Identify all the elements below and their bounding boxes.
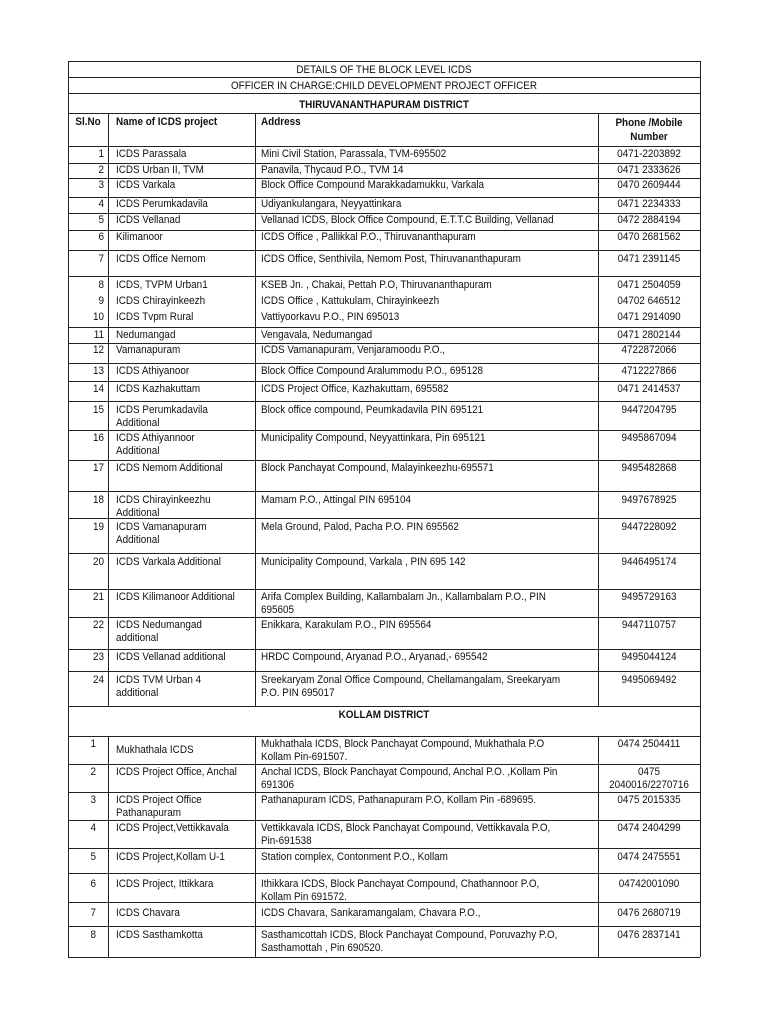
row-serial-number: 3 bbox=[90, 794, 96, 806]
phone-number: 0472 2884194 bbox=[617, 214, 681, 226]
phone-number: 0471-2203892 bbox=[617, 148, 681, 160]
project-address-cont: 695605 bbox=[261, 604, 295, 616]
project-address: ICDS Office, Senthivila, Nemom Post, Thiruvananthapuram bbox=[261, 253, 521, 265]
row-border bbox=[68, 381, 700, 382]
phone-number: 0474 2404299 bbox=[617, 822, 681, 834]
project-address: Panavila, Thycaud P.O., TVM 14 bbox=[261, 164, 404, 176]
phone-number: 9447110757 bbox=[621, 619, 677, 631]
row-border bbox=[68, 848, 700, 849]
phone-number: 0471 2234333 bbox=[617, 198, 681, 210]
row-serial-number: 1 bbox=[90, 738, 96, 750]
project-address: Mini Civil Station, Parassala, TVM-695502 bbox=[261, 148, 447, 160]
phone-number: 0470 2681562 bbox=[617, 231, 681, 243]
phone-number: 9447204795 bbox=[621, 404, 677, 416]
phone-number: 0471 2914090 bbox=[617, 311, 681, 323]
project-address: Block Office Compound Marakkadamukku, Varkala bbox=[261, 179, 485, 191]
project-name: ICDS Chirayinkeezh bbox=[116, 295, 206, 307]
project-address: Udiyankulangara, Neyyattinkara bbox=[261, 198, 402, 210]
project-name: ICDS Perumkadavila bbox=[116, 198, 208, 210]
project-address: Station complex, Contonment P.O., Kollam bbox=[261, 851, 448, 863]
project-name: ICDS Chirayinkeezhu bbox=[116, 494, 211, 506]
phone-number: 9495482868 bbox=[621, 462, 677, 474]
project-name-cont: Additional bbox=[116, 417, 160, 429]
project-name: Nedumangad bbox=[116, 329, 176, 341]
row-serial-number: 8 bbox=[90, 929, 96, 941]
project-address: Block office compound, Peumkadavila PIN 695121 bbox=[261, 404, 484, 416]
row-border bbox=[68, 460, 700, 461]
project-address-cont: Kollam Pin 691572. bbox=[261, 891, 347, 903]
row-serial-number: 13 bbox=[92, 365, 104, 377]
project-name: ICDS Sasthamkotta bbox=[116, 929, 203, 941]
project-address: ICDS Chavara, Sankaramangalam, Chavara P.O., bbox=[261, 907, 481, 919]
column-border bbox=[255, 113, 256, 706]
project-name: ICDS Urban II, TVM bbox=[116, 164, 204, 176]
project-address-cont: 691306 bbox=[261, 779, 295, 791]
project-address: Vattiyoorkavu P.O., PIN 695013 bbox=[261, 311, 400, 323]
row-serial-number: 1 bbox=[98, 148, 104, 160]
row-border bbox=[68, 617, 700, 618]
phone-number: 0471 2414537 bbox=[617, 383, 681, 395]
row-border bbox=[68, 93, 700, 94]
project-name: ICDS Vellanad additional bbox=[116, 651, 226, 663]
project-address: ICDS Project Office, Kazhakuttam, 695582 bbox=[261, 383, 449, 395]
phone-number: 04742001090 bbox=[618, 878, 680, 890]
phone-number: 4712227866 bbox=[621, 365, 677, 377]
row-serial-number: 17 bbox=[92, 462, 104, 474]
row-serial-number: 4 bbox=[98, 198, 104, 210]
phone-number: 0471 2802144 bbox=[617, 329, 681, 341]
row-serial-number: 21 bbox=[92, 591, 104, 603]
phone-number: 0475 2015335 bbox=[617, 794, 681, 806]
project-name: ICDS Parassala bbox=[116, 148, 187, 160]
row-serial-number: 18 bbox=[92, 494, 104, 506]
row-serial-number: 5 bbox=[98, 214, 104, 226]
project-name-cont: Additional bbox=[116, 507, 160, 519]
project-address-cont: P.O. PIN 695017 bbox=[261, 687, 335, 699]
project-name: ICDS Project Office bbox=[116, 794, 202, 806]
project-name: Kilimanoor bbox=[116, 231, 163, 243]
phone-number: 04702 646512 bbox=[617, 295, 681, 307]
project-address: Sasthamcottah ICDS, Block Panchayat Compound, Poruvazhy P.O, bbox=[261, 929, 558, 941]
project-address-cont: Pin-691538 bbox=[261, 835, 312, 847]
row-serial-number: 7 bbox=[98, 253, 104, 265]
row-serial-number: 19 bbox=[92, 521, 104, 533]
project-name-cont: Additional bbox=[116, 445, 160, 457]
column-border bbox=[108, 113, 109, 706]
row-border bbox=[68, 671, 700, 672]
document-subtitle: OFFICER IN CHARGE:CHILD DEVELOPMENT PROJECT OFFICER bbox=[230, 80, 538, 92]
project-name: ICDS Athiyanoor bbox=[116, 365, 190, 377]
row-border bbox=[68, 706, 700, 707]
row-serial-number: 24 bbox=[92, 674, 104, 686]
project-name: ICDS Kazhakuttam bbox=[116, 383, 201, 395]
row-serial-number: 6 bbox=[90, 878, 96, 890]
row-border bbox=[68, 873, 700, 874]
table-left-border bbox=[68, 61, 69, 957]
district-heading-tvm: THIRUVANANTHAPURAM DISTRICT bbox=[299, 99, 469, 111]
phone-number: 0474 2475551 bbox=[617, 851, 681, 863]
project-address-cont: Kollam Pin-691507. bbox=[261, 751, 348, 763]
row-border bbox=[68, 363, 700, 364]
row-border bbox=[68, 401, 700, 402]
project-name: ICDS Project, Ittikkara bbox=[116, 878, 214, 890]
phone-number: 0471 2504059 bbox=[617, 279, 681, 291]
row-border bbox=[68, 649, 700, 650]
phone-number: 9495729163 bbox=[621, 591, 677, 603]
project-name: ICDS Athiyannoor bbox=[116, 432, 195, 444]
document-title: DETAILS OF THE BLOCK LEVEL ICDS bbox=[296, 64, 472, 76]
row-serial-number: 8 bbox=[98, 279, 104, 291]
project-name: ICDS Project Office, Anchal bbox=[116, 766, 237, 778]
row-serial-number: 2 bbox=[90, 766, 96, 778]
project-address: HRDC Compound, Aryanad P.O., Aryanad,- 695542 bbox=[261, 651, 488, 663]
row-serial-number: 14 bbox=[92, 383, 104, 395]
project-address: ICDS Office , Kattukulam, Chirayinkeezh bbox=[261, 295, 440, 307]
row-serial-number: 22 bbox=[92, 619, 104, 631]
phone-number: 0471 2391145 bbox=[617, 253, 681, 265]
row-serial-number: 2 bbox=[98, 164, 104, 176]
project-address: KSEB Jn. , Chakai, Pettah P.O, Thiruvananthapuram bbox=[261, 279, 492, 291]
phone-number: 9497678925 bbox=[621, 494, 677, 506]
project-name: ICDS Chavara bbox=[116, 907, 180, 919]
project-address: ICDS Vamanapuram, Venjaramoodu P.O., bbox=[261, 344, 445, 356]
row-serial-number: 6 bbox=[98, 231, 104, 243]
project-address: Vellanad ICDS, Block Office Compound, E.T.T.C Building, Vellanad bbox=[261, 214, 554, 226]
row-serial-number: 5 bbox=[90, 851, 96, 863]
project-address: Municipality Compound, Neyyattinkara, Pin 695121 bbox=[261, 432, 486, 444]
project-address: Sreekaryam Zonal Office Compound, Chellamangalam, Sreekaryam bbox=[261, 674, 561, 686]
project-address: Ithikkara ICDS, Block Panchayat Compound, Chathannoor P.O, bbox=[261, 878, 540, 890]
district-heading-kollam: KOLLAM DISTRICT bbox=[338, 709, 430, 721]
table-bottom-border bbox=[68, 957, 700, 958]
row-border bbox=[68, 327, 700, 328]
row-serial-number: 10 bbox=[92, 311, 104, 323]
row-border bbox=[68, 736, 700, 737]
project-name: ICDS Project,Kollam U-1 bbox=[116, 851, 225, 863]
row-border bbox=[68, 250, 700, 251]
project-name: ICDS Varkala Additional bbox=[116, 556, 221, 568]
project-name: ICDS Perumkadavila bbox=[116, 404, 208, 416]
phone-number: 9495867094 bbox=[621, 432, 677, 444]
project-name: Mukhathala ICDS bbox=[116, 744, 194, 756]
project-address: Pathanapuram ICDS, Pathanapuram P.O, Kollam Pin -689695. bbox=[261, 794, 536, 806]
phone-number: 0475 bbox=[637, 766, 661, 778]
column-header-slno: Sl.No bbox=[75, 116, 101, 128]
row-border bbox=[68, 792, 700, 793]
row-serial-number: 9 bbox=[98, 295, 104, 307]
project-name: ICDS Kilimanoor Additional bbox=[116, 591, 235, 603]
phone-number: 9495069492 bbox=[621, 674, 677, 686]
row-border bbox=[68, 430, 700, 431]
phone-number-cont: 2040016/2270716 bbox=[609, 779, 689, 791]
row-serial-number: 4 bbox=[90, 822, 96, 834]
row-serial-number: 20 bbox=[92, 556, 104, 568]
project-name: Vamanapuram bbox=[116, 344, 181, 356]
row-border bbox=[68, 764, 700, 765]
row-serial-number: 12 bbox=[92, 344, 104, 356]
project-address: Enikkara, Karakulam P.O., PIN 695564 bbox=[261, 619, 432, 631]
column-border bbox=[598, 736, 599, 957]
project-name: ICDS Tvpm Rural bbox=[116, 311, 194, 323]
project-address: ICDS Office , Pallikkal P.O., Thiruvananthapuram bbox=[261, 231, 476, 243]
project-name: ICDS Project,Vettikkavala bbox=[116, 822, 229, 834]
project-name-cont: Additional bbox=[116, 534, 160, 546]
column-header-address: Address bbox=[261, 116, 301, 128]
row-border bbox=[68, 902, 700, 903]
project-address: Arifa Complex Building, Kallambalam Jn., Kallambalam P.O., PIN bbox=[261, 591, 546, 603]
project-address: Vengavala, Nedumangad bbox=[261, 329, 373, 341]
phone-number: 0474 2504411 bbox=[617, 738, 681, 750]
project-address: Block Panchayat Compound, Malayinkeezhu-695571 bbox=[261, 462, 494, 474]
table-right-border bbox=[700, 61, 701, 957]
project-address: Block Office Compound Aralummodu P.O., 695128 bbox=[261, 365, 483, 377]
row-border bbox=[68, 491, 700, 492]
project-name: ICDS Office Nemom bbox=[116, 253, 206, 265]
column-border bbox=[108, 736, 109, 957]
phone-number: 9495044124 bbox=[621, 651, 677, 663]
column-header-name: Name of ICDS project bbox=[116, 116, 218, 128]
project-address: Mela Ground, Palod, Pacha P.O. PIN 695562 bbox=[261, 521, 459, 533]
project-name: ICDS TVM Urban 4 bbox=[116, 674, 202, 686]
project-name-cont: additional bbox=[116, 687, 159, 699]
project-name: ICDS Nedumangad bbox=[116, 619, 202, 631]
phone-number: 0471 2333626 bbox=[617, 164, 681, 176]
table-top-border bbox=[68, 61, 700, 62]
project-address: Mamam P.O., Attingal PIN 695104 bbox=[261, 494, 412, 506]
project-name-cont: additional bbox=[116, 632, 159, 644]
project-address-cont: Sasthamottah , Pin 690520. bbox=[261, 942, 384, 954]
phone-number: 0476 2837141 bbox=[617, 929, 681, 941]
row-border bbox=[68, 146, 700, 147]
column-header-phone: Phone /Mobile Number bbox=[615, 117, 683, 143]
project-name: ICDS Vellanad bbox=[116, 214, 181, 226]
row-border bbox=[68, 926, 700, 927]
project-name: ICDS Vamanapuram bbox=[116, 521, 207, 533]
project-name: ICDS Varkala bbox=[116, 179, 176, 191]
row-border bbox=[68, 820, 700, 821]
phone-number: 0476 2680719 bbox=[617, 907, 681, 919]
project-name: ICDS Nemom Additional bbox=[116, 462, 223, 474]
row-border bbox=[68, 77, 700, 78]
row-border bbox=[68, 518, 700, 519]
row-border bbox=[68, 589, 700, 590]
phone-number: 4722872066 bbox=[621, 344, 677, 356]
project-address: Municipality Compound, Varkala , PIN 695 142 bbox=[261, 556, 466, 568]
project-address: Mukhathala ICDS, Block Panchayat Compound, Mukhathala P.O bbox=[261, 738, 545, 750]
row-serial-number: 7 bbox=[90, 907, 96, 919]
project-name-cont: Pathanapuram bbox=[116, 807, 181, 819]
row-serial-number: 15 bbox=[92, 404, 104, 416]
project-name: ICDS, TVPM Urban1 bbox=[116, 279, 208, 291]
project-address: Anchal ICDS, Block Panchayat Compound, Anchal P.O. ,Kollam Pin bbox=[261, 766, 558, 778]
project-address: Vettikkavala ICDS, Block Panchayat Compound, Vettikkavala P.O, bbox=[261, 822, 551, 834]
row-border bbox=[68, 553, 700, 554]
phone-number: 9447228092 bbox=[621, 521, 677, 533]
row-serial-number: 16 bbox=[92, 432, 104, 444]
row-border bbox=[68, 113, 700, 114]
column-border bbox=[255, 736, 256, 957]
row-border bbox=[68, 276, 700, 277]
row-serial-number: 11 bbox=[93, 329, 104, 341]
row-serial-number: 23 bbox=[92, 651, 104, 663]
column-border bbox=[598, 113, 599, 706]
row-serial-number: 3 bbox=[98, 179, 104, 191]
phone-number: 0470 2609444 bbox=[617, 179, 681, 191]
phone-number: 9446495174 bbox=[621, 556, 677, 568]
